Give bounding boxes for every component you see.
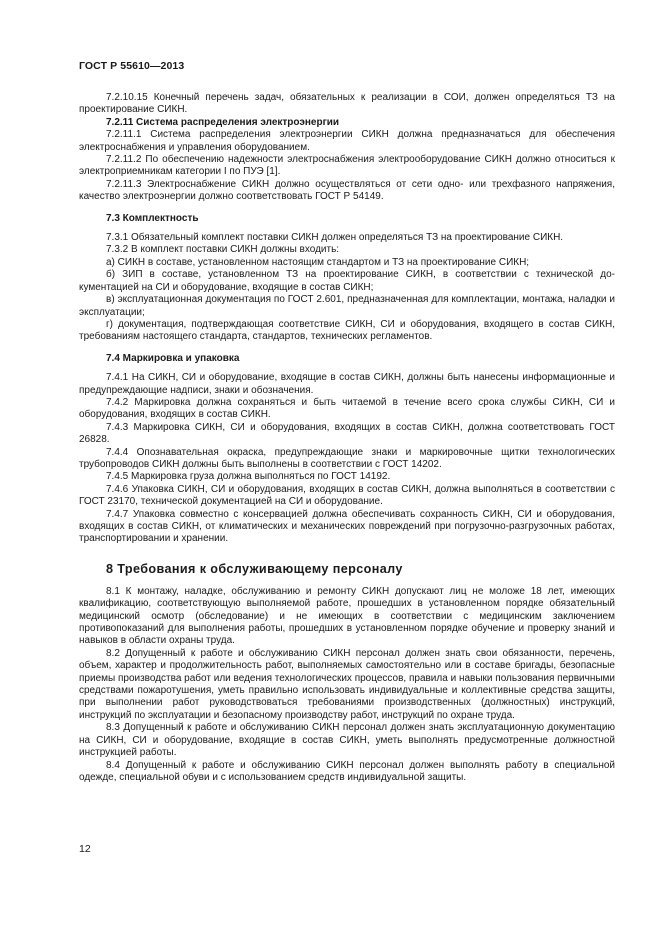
paragraph-7-4-7: 7.4.7 Упаковка совместно с консервацией должна обеспечивать сохранность СИКН, СИ и оборудования, входящих в состав СИКН, от климатических и механических повреждений при погрузочно-разгрузочных работах, транспортировании и хранении. (79, 508, 615, 545)
paragraph-7-4-6: 7.4.6 Упаковка СИКН, СИ и оборудования, входящих в состав СИКН, должна выполняться в соответствии с ГОСТ 23170, технической документацией на СИ и оборудование. (79, 483, 615, 508)
document-header: ГОСТ Р 55610—2013 (79, 60, 185, 72)
paragraph-7-3-2: 7.3.2 В комплект поставки СИКН должны входить: (106, 244, 340, 256)
paragraph-7-4-2: 7.4.2 Маркировка должна сохраняться и быть читаемой в течение всего срока службы СИКН, СИ и оборудования, входящих в состав СИКН. (79, 396, 615, 421)
paragraph-7-3-1: 7.3.1 Обязательный комплект поставки СИКН должен определяться ТЗ на проектирование СИКН. (106, 232, 564, 244)
page-body (79, 92, 615, 784)
paragraph-7-2-11-1: 7.2.11.1 Система распределения электроэнергии СИКН должна предназначаться для обеспечения электроснабжения и управления оборудованием. (79, 129, 615, 153)
heading-7-3: 7.3 Комплектность (106, 212, 199, 224)
paragraph-8-4: 8.4 Допущенный к работе и обслуживанию СИКН персонал должен выполнять работу в специальной одежде, специальной обуви и с использованием средств индивидуальной защиты. (79, 759, 615, 783)
heading-7-2-11: 7.2.11 Система распределения электроэнергии (106, 116, 340, 128)
list-item-v: в) эксплуатационная документация по ГОСТ 2.601, предназначенная для комплектации, монтажа, наладки и эксплуатации; (79, 294, 615, 318)
paragraph-7-4-4: 7.4.4 Опознавательная окраска, предупреждающие знаки и маркировочные щитки технологических трубопроводов СИКН должны быть выполнены в соответствии с ГОСТ 14202. (79, 446, 615, 470)
list-item-g: г) документация, подтверждающая соответствие СИКН, СИ и оборудования, входящего в состав СИКН, требованиям настоящего стандарта, стандартов, технических регламентов. (79, 318, 615, 343)
paragraph-8-3: 8.3 Допущенный к работе и обслуживанию СИКН персонал должен знать эксплуатационную документацию на СИКН, СИ и оборудование, входящие в состав СИКН, уметь выполнять предусмотренные должностной инструкцией работы. (79, 722, 615, 759)
paragraph-7-4-3: 7.4.3 Маркировка СИКН, СИ и оборудования, входящих в состав СИКН, должна соответствовать ГОСТ 26828. (79, 421, 615, 446)
paragraph-7-4-1: 7.4.1 На СИКН, СИ и оборудование, входящие в состав СИКН, должны быть нанесены информационные и предупреждающие надписи, знаки и обозначения. (79, 372, 615, 396)
paragraph-7-4-5: 7.4.5 Маркировка груза должна выполняться по ГОСТ 14192. (106, 471, 391, 483)
paragraph-8-2: 8.2 Допущенный к работе и обслуживанию СИКН персонал должен знать свои обязанности, перечень, объем, характер и продолжительность работ, выполняемых самостоятельно или в составе бригады, безопасные приемы производства работ или ведения технологических процессов, правила и навыки пользования первичными средствами пожаротушения, уметь правильно использовать индивидуальные и коллективные средства защиты, при выполнении работ руководствоваться требованиями производственных (должностных) инструкций, инструкций по эксплуатации и безопасному производству работ, инструкций по охране труда. (79, 647, 615, 721)
list-item-a: а) СИКН в составе, установленном настоящим стандартом и ТЗ на проектирование СИКН; (106, 256, 530, 268)
page-number: 12 (79, 843, 91, 855)
heading-7-4: 7.4 Маркировка и упаковка (106, 352, 240, 364)
paragraph-7-2-10-15: 7.2.10.15 Конечный перечень задач, обязательных к реализации в СОИ, должен определяться ТЗ на проектирование СИКН. (79, 92, 615, 116)
paragraph-7-2-11-2: 7.2.11.2 По обеспечению надежности электроснабжения электрооборудование СИКН должно относиться к электроприемникам категории I по ПУЭ [1]. (79, 154, 615, 178)
paragraph-8-1: 8.1 К монтажу, наладке, обслуживанию и ремонту СИКН допускают лиц не моложе 18 лет, имеющих квалификацию, соответствующую выполняемой работе, прошедших в установленном порядке обязательный медицинский осмотр (обследование) и не имеющих в соответствии с медицинским заключением противопоказаний для выполнения работы, прошедших в установленном порядке обучение и проверку знаний и навыков в области охраны труда. (79, 585, 615, 647)
paragraph-7-2-11-3: 7.2.11.3 Электроснабжение СИКН должно осуществляться от сети одно- или трехфазного напряжения, качество электроэнергии должно соответствовать ГОСТ Р 54149. (79, 178, 615, 203)
list-item-b: б) ЗИП в составе, установленном ТЗ на проектирование СИКН, в соответствии с технической документацией на СИ и оборудование, входящие в состав СИКН; (79, 269, 615, 293)
heading-8: 8 Требования к обслуживающему персоналу (106, 561, 403, 576)
